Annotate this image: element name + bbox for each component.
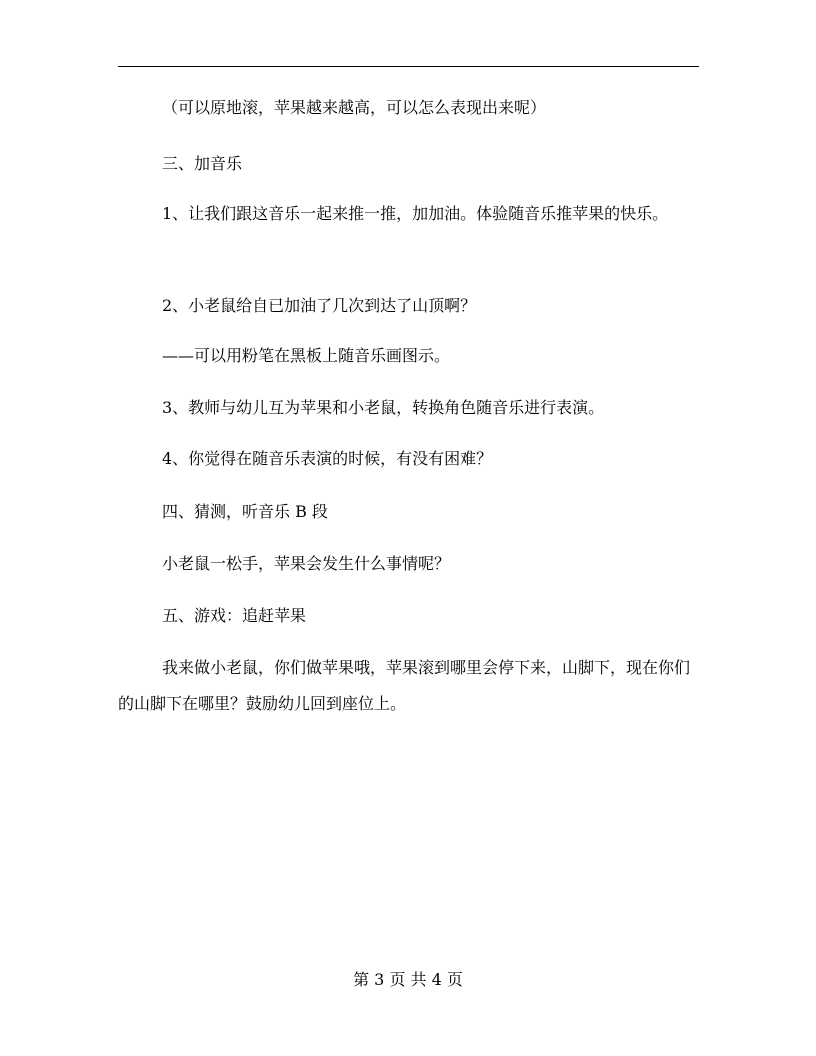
paragraph-question: 小老鼠一松手，苹果会发生什么事情呢？ — [162, 554, 451, 573]
paragraph-step-2: 2、小老鼠给自已加油了几次到达了山顶啊？ — [162, 296, 477, 315]
paragraph-step-1: 1、让我们跟这音乐一起来推一推，加加油。体验随音乐推苹果的快乐。 — [162, 204, 669, 223]
header-rule — [118, 66, 699, 67]
section-heading-4: 四、猜测，听音乐 B 段 — [162, 502, 328, 521]
section-heading-3: 三、加音乐 — [162, 154, 243, 173]
paragraph-step-3: 3、教师与幼儿互为苹果和小老鼠，转换角色随音乐进行表演。 — [162, 398, 605, 417]
paragraph-1: （可以原地滚，苹果越来越高，可以怎么表现出来呢） — [162, 98, 547, 117]
page-footer: 第 3 页 共 4 页 — [353, 970, 463, 989]
paragraph-step-4: 4、你觉得在随音乐表演的时候，有没有困难？ — [162, 449, 493, 468]
paragraph-note: ——可以用粉笔在黑板上随音乐画图示。 — [162, 346, 451, 365]
paragraph-game: 我来做小老鼠，你们做苹果哦，苹果滚到哪里会停下来，山脚下，现在你们的山脚下在哪里？鼓励幼儿回到座位上。 — [118, 658, 691, 713]
section-heading-5: 五、游戏：追赶苹果 — [162, 606, 307, 625]
